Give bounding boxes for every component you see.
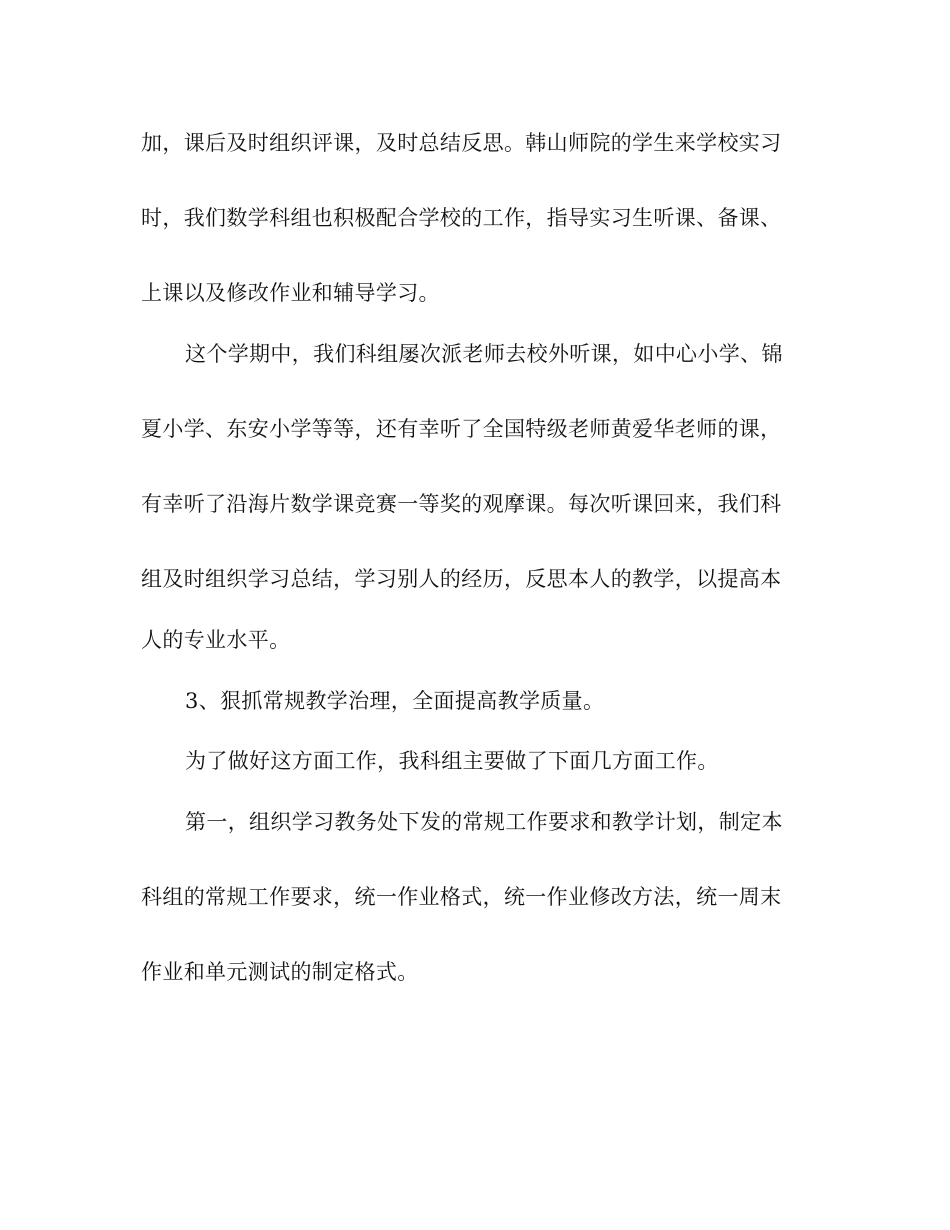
paragraph-line: 时，我们数学科组也积极配合学校的工作，指导实习生听课、备课、 bbox=[141, 206, 782, 230]
paragraph-line: 作业和单元测试的制定格式。 bbox=[141, 960, 419, 984]
paragraph-line: 加，课后及时组织评课，及时总结反思。韩山师院的学生来学校实习 bbox=[141, 131, 782, 155]
paragraph-line: 这个学期中，我们科组屡次派老师去校外听课，如中心小学、锦 bbox=[185, 342, 783, 366]
paragraph-line: 组及时组织学习总结，学习别人的经历，反思本人的教学，以提高本 bbox=[141, 567, 782, 591]
section-heading: 3、狠抓常规教学治理，全面提高教学质量。 bbox=[185, 689, 605, 713]
paragraph-line: 夏小学、东安小学等等，还有幸听了全国特级老师黄爱华老师的课， bbox=[141, 417, 782, 441]
paragraph-line: 有幸听了沿海片数学课竞赛一等奖的观摩课。每次听课回来，我们科 bbox=[141, 492, 782, 516]
paragraph-line: 上课以及修改作业和辅导学习。 bbox=[141, 281, 440, 305]
paragraph-line: 为了做好这方面工作，我科组主要做了下面几方面工作。 bbox=[185, 749, 719, 773]
paragraph-line: 科组的常规工作要求，统一作业格式，统一作业修改方法，统一周末 bbox=[141, 885, 782, 909]
paragraph-line: 人的专业水平。 bbox=[141, 628, 291, 652]
paragraph-line: 第一，组织学习教务处下发的常规工作要求和教学计划，制定本 bbox=[185, 810, 783, 834]
